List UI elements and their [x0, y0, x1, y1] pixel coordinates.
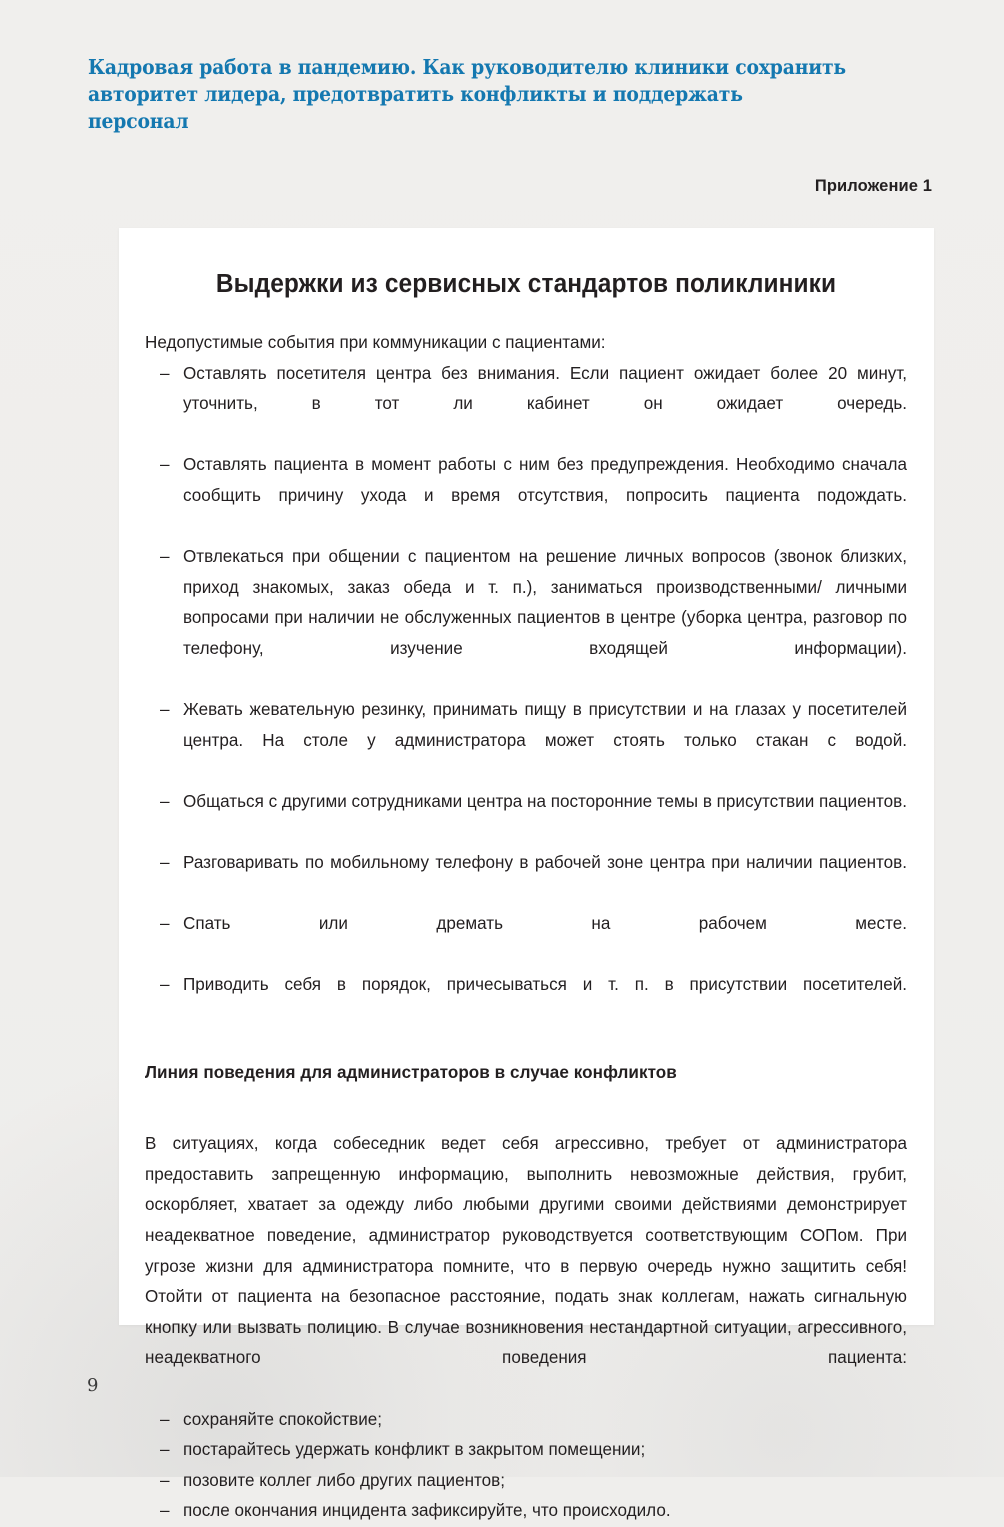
lead-paragraph: Недопустимые события при коммуникации с пациентами: [145, 333, 606, 352]
list-item-text: после окончания инцидента зафиксируйте, что происходило. [183, 1501, 671, 1521]
list-item-text: Оставлять посетителя центра без внимания. Если пациент ожидает более 20 минут, уточнить, в тот ли кабинет он ожидает очередь. [183, 363, 907, 414]
list-item [145, 542, 907, 695]
dash-bullet-icon: – [160, 1409, 170, 1429]
list-item [145, 1435, 907, 1466]
list-item-text: постарайтесь удержать конфликт в закрытом помещении; [183, 1440, 646, 1460]
card-body [145, 328, 907, 1527]
dash-bullet-icon: – [160, 547, 170, 567]
list-item-text: Жевать жевательную резинку, принимать пищу в присутствии и на глазах у посетителей центра. На столе у администратора может стоять только стакан с водой. [183, 700, 907, 750]
action-steps-list [145, 1405, 907, 1527]
running-head-line-2: авторитет лидера, предотвратить конфликты и поддержать персонал [88, 82, 743, 133]
list-item-text: Приводить себя в порядок, причесываться и т. п. в присутствии посетителей. [183, 975, 907, 995]
running-head-line-1: Кадровая работа в пандемию. Как руководителю клиники сохранить [88, 55, 846, 79]
dash-bullet-icon: – [160, 914, 170, 934]
list-item [145, 787, 907, 848]
list-item-text: Оставлять пациента в момент работы с ним без предупреждения. Необходимо сначала сообщить причину ухода и время отсутствия, попросить пациента подождать. [183, 455, 907, 505]
list-item [145, 1466, 907, 1497]
dash-bullet-icon: – [160, 975, 170, 995]
card-inner [145, 228, 908, 1521]
dash-bullet-icon: – [160, 455, 170, 475]
page-number: 9 [87, 1375, 99, 1396]
list-item-text: Отвлекаться при общении с пациентом на решение личных вопросов (звонок близких, приход знакомых, заказ обеда и т. п.), заниматься производственными/ личными вопросами при наличии не обслуженных пациентов в центре (уборка центра, разговор по телефону, изучение входящей информации). [183, 547, 907, 658]
list-item-text: Разговаривать по мобильному телефону в рабочей зоне центра при наличии пациентов. [183, 853, 907, 873]
list-item [145, 970, 907, 1031]
list-item [145, 848, 907, 909]
appendix-label: Приложение 1 [814, 177, 932, 195]
section-subheading: Линия поведения для администраторов в случае конфликтов [145, 1062, 677, 1082]
card-title: Выдержки из сервисных стандартов поликлиники [215, 270, 837, 298]
list-item-text: сохраняйте спокойствие; [183, 1409, 383, 1429]
dash-bullet-icon: – [160, 1440, 170, 1460]
list-item-text: Спать или дремать на рабочем месте. [183, 914, 907, 934]
running-head [88, 54, 849, 135]
list-item-text: Общаться с другими сотрудниками центра на посторонние темы в присутствии пациентов. [183, 791, 908, 811]
dash-bullet-icon: – [160, 853, 170, 873]
list-item [145, 450, 907, 542]
content-card [119, 228, 934, 1521]
dash-bullet-icon: – [160, 363, 170, 383]
dash-bullet-icon: – [160, 700, 170, 720]
dash-bullet-icon: – [160, 1470, 170, 1490]
list-item [145, 1405, 907, 1436]
prohibited-actions-list [145, 359, 907, 1032]
dash-bullet-icon: – [160, 791, 170, 811]
list-item [145, 1496, 907, 1527]
list-item [145, 359, 907, 451]
conflict-paragraph: В ситуациях, когда собеседник ведет себя агрессивно, требует от администратора предоставить запрещенную информацию, выполнить невозможные действия, грубит, оскорбляет, хватает за одежду либо любыми другими своими действиями демонстрирует неадекватное поведение, администратор руководствуется соответствующим СОПом. При угрозе жизни для администратора помните, что в первую очередь нужно защитить себя! Отойти от пациента на безопасное расстояние, подать знак коллегам, нажать сигнальную кнопку или вызвать полицию. В случае возникновения нестандартной ситуации, агрессивного, неадекватного поведения пациента: [145, 1134, 907, 1368]
list-item [145, 695, 907, 787]
dash-bullet-icon: – [160, 1501, 170, 1521]
list-item-text: позовите коллег либо других пациентов; [183, 1470, 505, 1490]
list-item [145, 909, 907, 970]
